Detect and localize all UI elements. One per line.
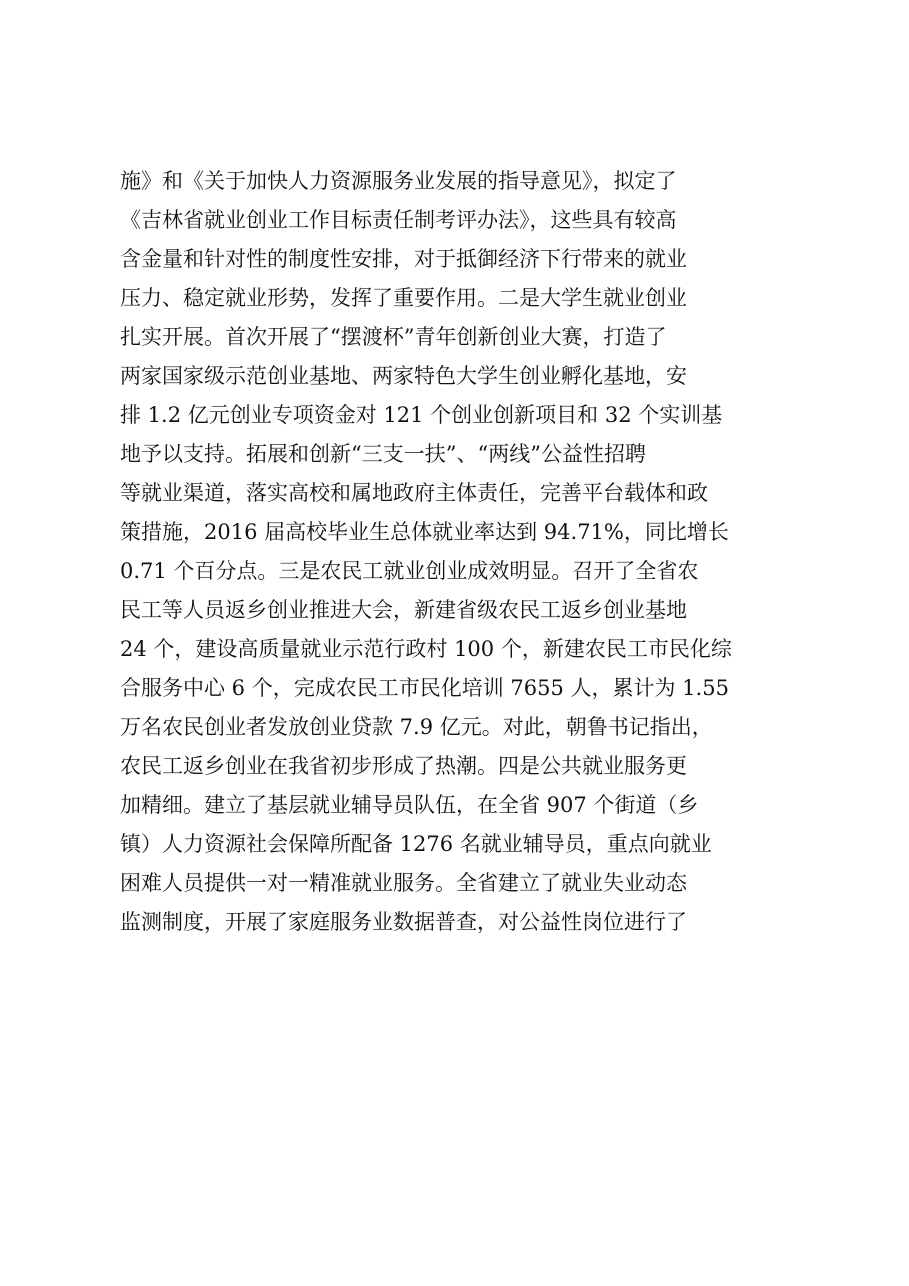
- text-line: 监测制度，开展了家庭服务业数据普查，对公益性岗位进行了: [120, 910, 687, 934]
- text-line: 施》和《关于加快人力资源服务业发展的指导意见》，拟定了: [120, 169, 677, 193]
- text-line: 等就业渠道，落实高校和属地政府主体责任，完善平台载体和政: [120, 481, 708, 505]
- text-line: 万名农民创业者发放创业贷款 7.9 亿元。对此，朝鲁书记指出，: [120, 715, 713, 739]
- text-line: 含金量和针对性的制度性安排，对于抵御经济下行带来的就业: [120, 247, 687, 271]
- text-line: 镇）人力资源社会保障所配备 1276 名就业辅导员，重点向就业: [120, 832, 712, 856]
- text-line: 24 个，建设高质量就业示范行政村 100 个，新建农民工市民化综: [120, 637, 732, 661]
- text-line: 农民工返乡创业在我省初步形成了热潮。四是公共就业服务更: [120, 754, 687, 778]
- text-line: 两家国家级示范创业基地、两家特色大学生创业孵化基地，安: [120, 364, 687, 388]
- text-line: 排 1.2 亿元创业专项资金对 121 个创业创新项目和 32 个实训基: [120, 403, 723, 427]
- text-line: 地予以支持。拓展和创新“三支一扶”、“两线”公益性招聘: [120, 442, 646, 466]
- text-line: 加精细。建立了基层就业辅导员队伍，在全省 907 个街道（乡: [120, 793, 699, 817]
- text-line: 合服务中心 6 个，完成农民工市民化培训 7655 人，累计为 1.55: [120, 676, 729, 700]
- text-line: 0.71 个百分点。三是农民工就业创业成效明显。召开了全省农: [120, 559, 699, 583]
- text-line: 《吉林省就业创业工作目标责任制考评办法》，这些具有较高: [120, 208, 677, 232]
- text-line: 扎实开展。首次开展了“摆渡杯”青年创新创业大赛，打造了: [120, 325, 667, 349]
- text-line: 策措施，2016 届高校毕业生总体就业率达到 94.71%，同比增长: [120, 520, 729, 544]
- text-line: 压力、稳定就业形势，发挥了重要作用。二是大学生就业创业: [120, 286, 687, 310]
- text-line: 民工等人员返乡创业推进大会，新建省级农民工返乡创业基地: [120, 598, 687, 622]
- body-paragraph: [120, 162, 800, 942]
- text-line: 困难人员提供一对一精准就业服务。全省建立了就业失业动态: [120, 871, 687, 895]
